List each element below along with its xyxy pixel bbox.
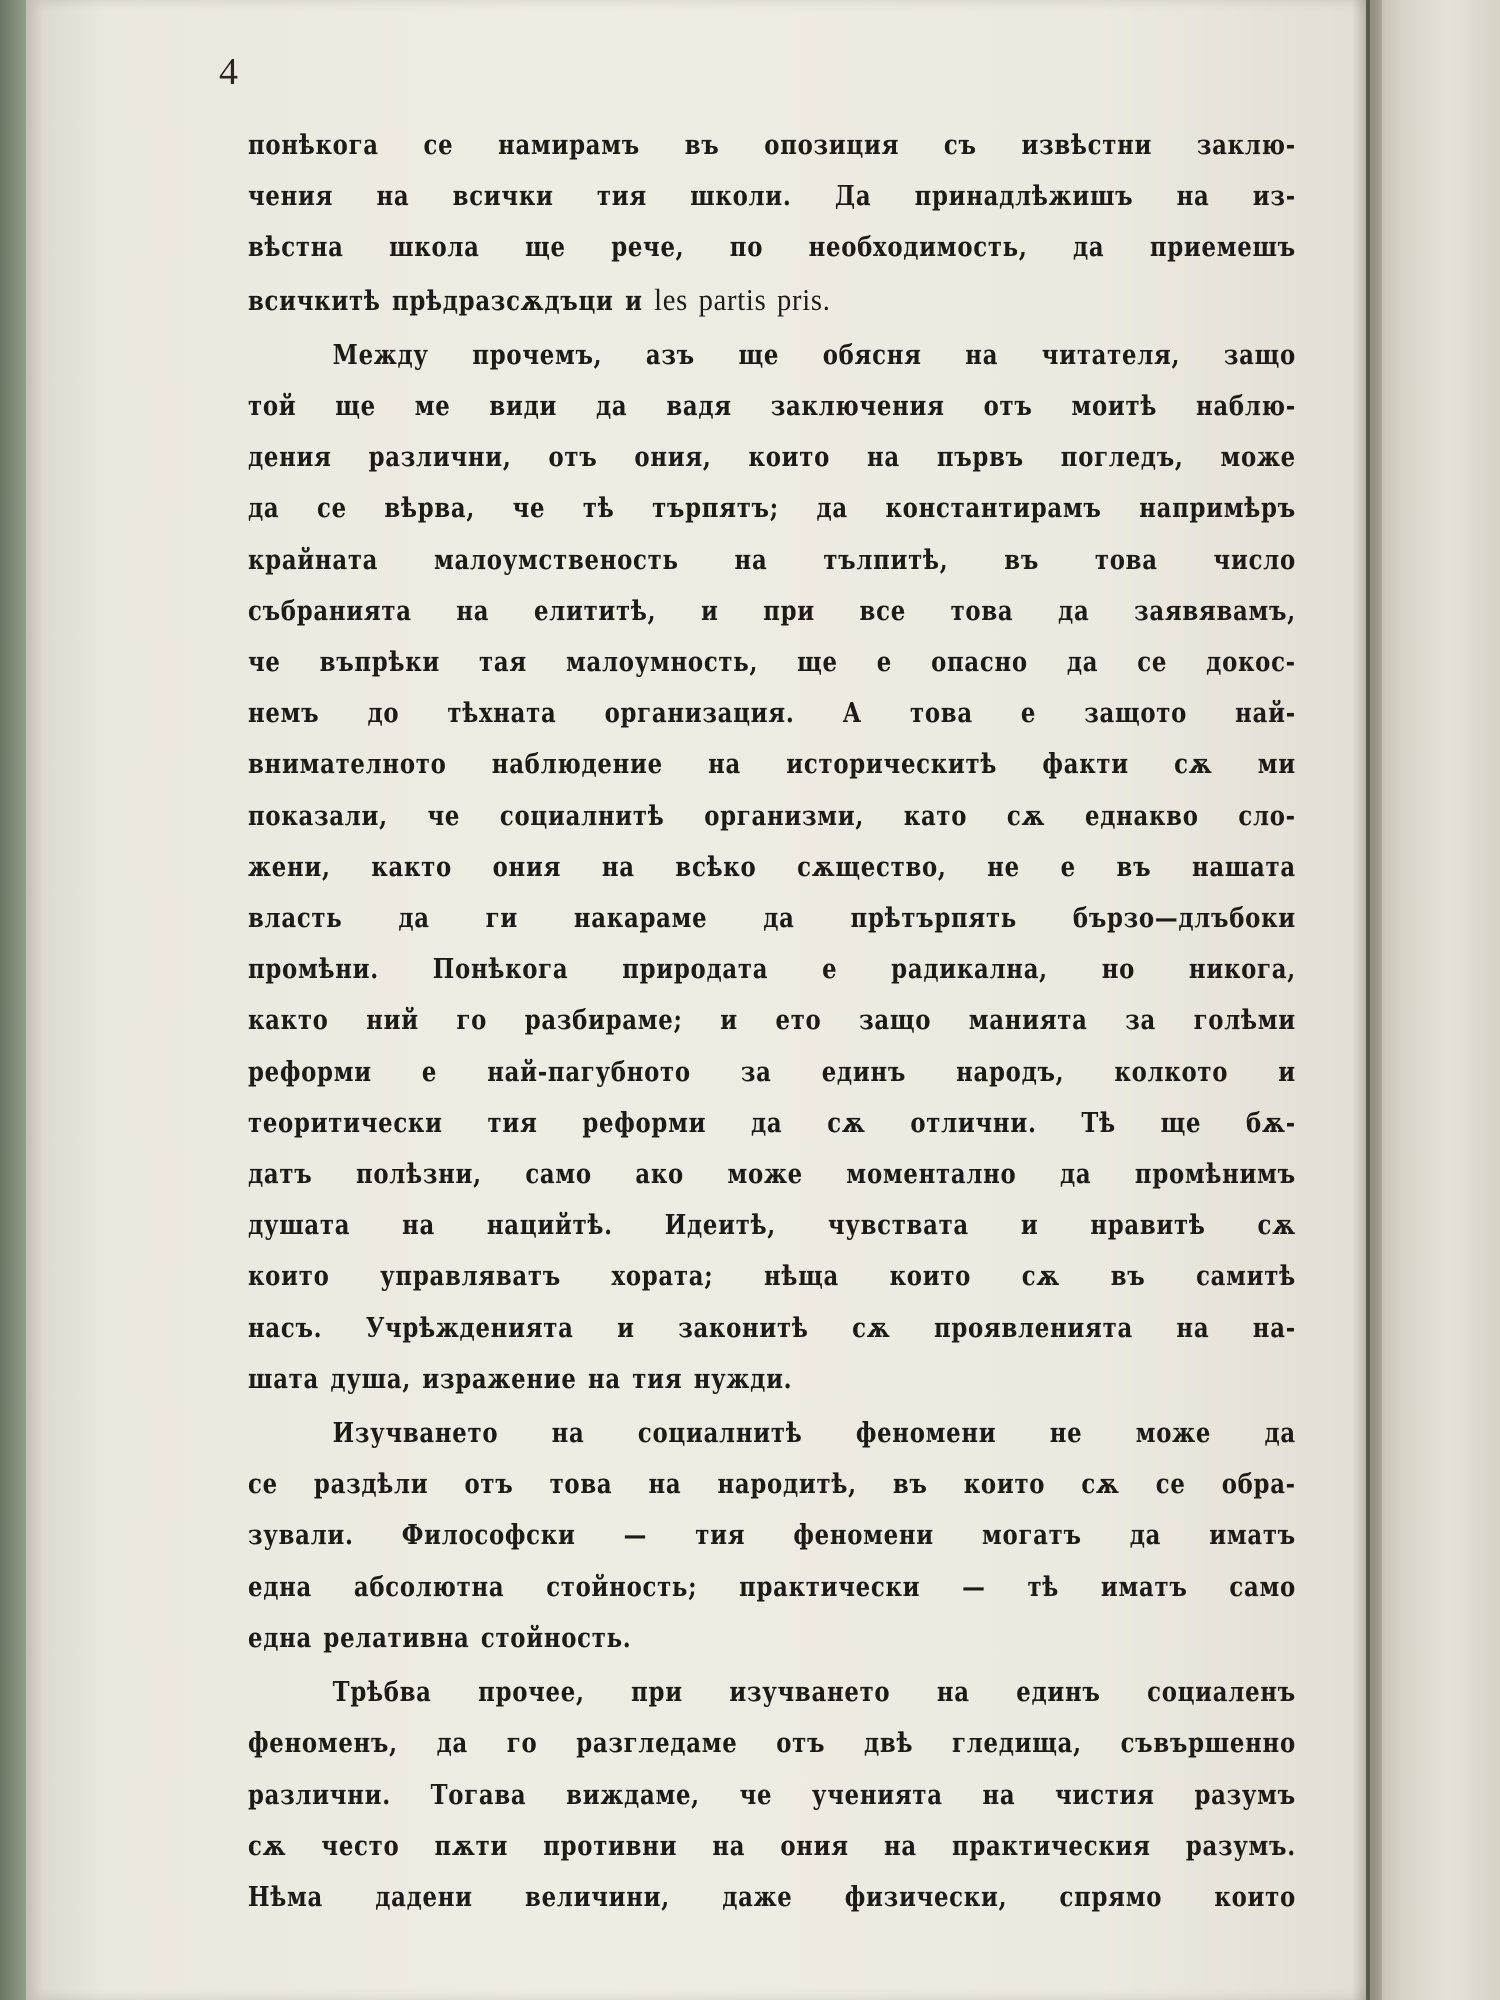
text-line: власть да ги накараме да прѣтърпять бързо—длъбоки [248, 902, 1296, 935]
text-line: показали, че социалнитѣ организми, като сѫ еднакво сло- [248, 799, 1296, 832]
text-line: промѣни. Понѣкога природата е радикална, но никога, [248, 953, 1296, 986]
text-line: немъ до тѣхната организация. А това е защото най- [248, 697, 1296, 730]
text-line: вѣстна школа ще рече, по необходимость, да приемешъ [248, 231, 1296, 264]
paragraph-4 [248, 1667, 1296, 1923]
text-line [248, 274, 1296, 327]
next-page-edge [1370, 0, 1500, 2000]
text-line: зували. Философски — тия феномени могатъ да иматъ [248, 1519, 1296, 1552]
page-gutter-shadow [1352, 0, 1382, 2000]
text-line: различни. Тогава виждаме, че ученията на чистия разумъ [248, 1778, 1296, 1811]
text-line: насъ. Учрѣжденията и законитѣ сѫ проявленията на на- [248, 1311, 1296, 1344]
text-line: жени, както ония на всѣко сѫщество, не е въ нашата [248, 850, 1296, 883]
text-line: събранията на елититѣ, и при все това да заявявамъ, [248, 594, 1296, 627]
latin-phrase: les partis pris. [654, 281, 831, 317]
text-line: внимателното наблюдение на историческитѣ факти сѫ ми [248, 748, 1296, 781]
text-line: Между прочемъ, азъ ще обясня на читателя, защо [332, 338, 1296, 371]
book-page [26, 0, 1366, 2000]
text-line-prefix: всичкитѣ прѣдразсѫдъци и [248, 284, 655, 317]
text-line: той ще ме види да вадя заключения отъ моитѣ наблю- [248, 390, 1296, 423]
text-line: чения на всички тия школи. Да принадлѣжишъ на из- [248, 180, 1296, 213]
text-line: реформи е най-пагубното за единъ народъ, колкото и [248, 1055, 1296, 1088]
text-line: датъ полѣзни, само ако може моментално да промѣнимъ [248, 1158, 1296, 1191]
text-line: една абсолютна стойность; практически — тѣ иматъ само [248, 1570, 1296, 1603]
text-line: които управляватъ хората; нѣща които сѫ въ самитѣ [248, 1260, 1296, 1293]
text-line: дения различни, отъ ония, които на първъ погледъ, може [248, 441, 1296, 474]
text-line: Нѣма дадени величини, даже физически, спрямо които [248, 1880, 1296, 1913]
text-line: теоритически тия реформи да сѫ отлични. Тѣ ще бѫ- [248, 1106, 1296, 1139]
text-line: шата душа, изражение на тия нужди. [248, 1362, 793, 1395]
body-text [248, 120, 1296, 1926]
page-number: 4 [219, 51, 238, 93]
paragraph-2 [248, 330, 1296, 1405]
text-line: крайната малоумственость на тълпитѣ, въ това число [248, 543, 1296, 576]
text-line: една релативна стойность. [248, 1621, 632, 1654]
text-line: че въпрѣки тая малоумность, ще е опасно да се докос- [248, 646, 1296, 679]
text-line: сѫ често пѫти противни на ония на практическия разумъ. [248, 1829, 1296, 1862]
text-line: Трѣбва прочее, при изучването на единъ социаленъ [332, 1676, 1296, 1709]
text-line: феноменъ, да го разгледаме отъ двѣ гледища, съвършенно [248, 1727, 1296, 1760]
text-line: душата на нацийтѣ. Идеитѣ, чувствата и нравитѣ сѫ [248, 1209, 1296, 1242]
text-line: да се вѣрва, че тѣ търпятъ; да константирамъ напримѣръ [248, 492, 1296, 525]
paragraph-3 [248, 1408, 1296, 1664]
text-line: както ний го разбираме; и ето защо манията за голѣми [248, 1004, 1296, 1037]
text-line: понѣкога се намирамъ въ опозиция съ извѣстни заклю- [248, 129, 1296, 161]
text-line: се раздѣли отъ това на народитѣ, въ които сѫ се обра- [248, 1468, 1296, 1501]
paragraph-1 [248, 120, 1296, 327]
text-line: Изучването на социалнитѣ феномени не може да [332, 1417, 1296, 1450]
